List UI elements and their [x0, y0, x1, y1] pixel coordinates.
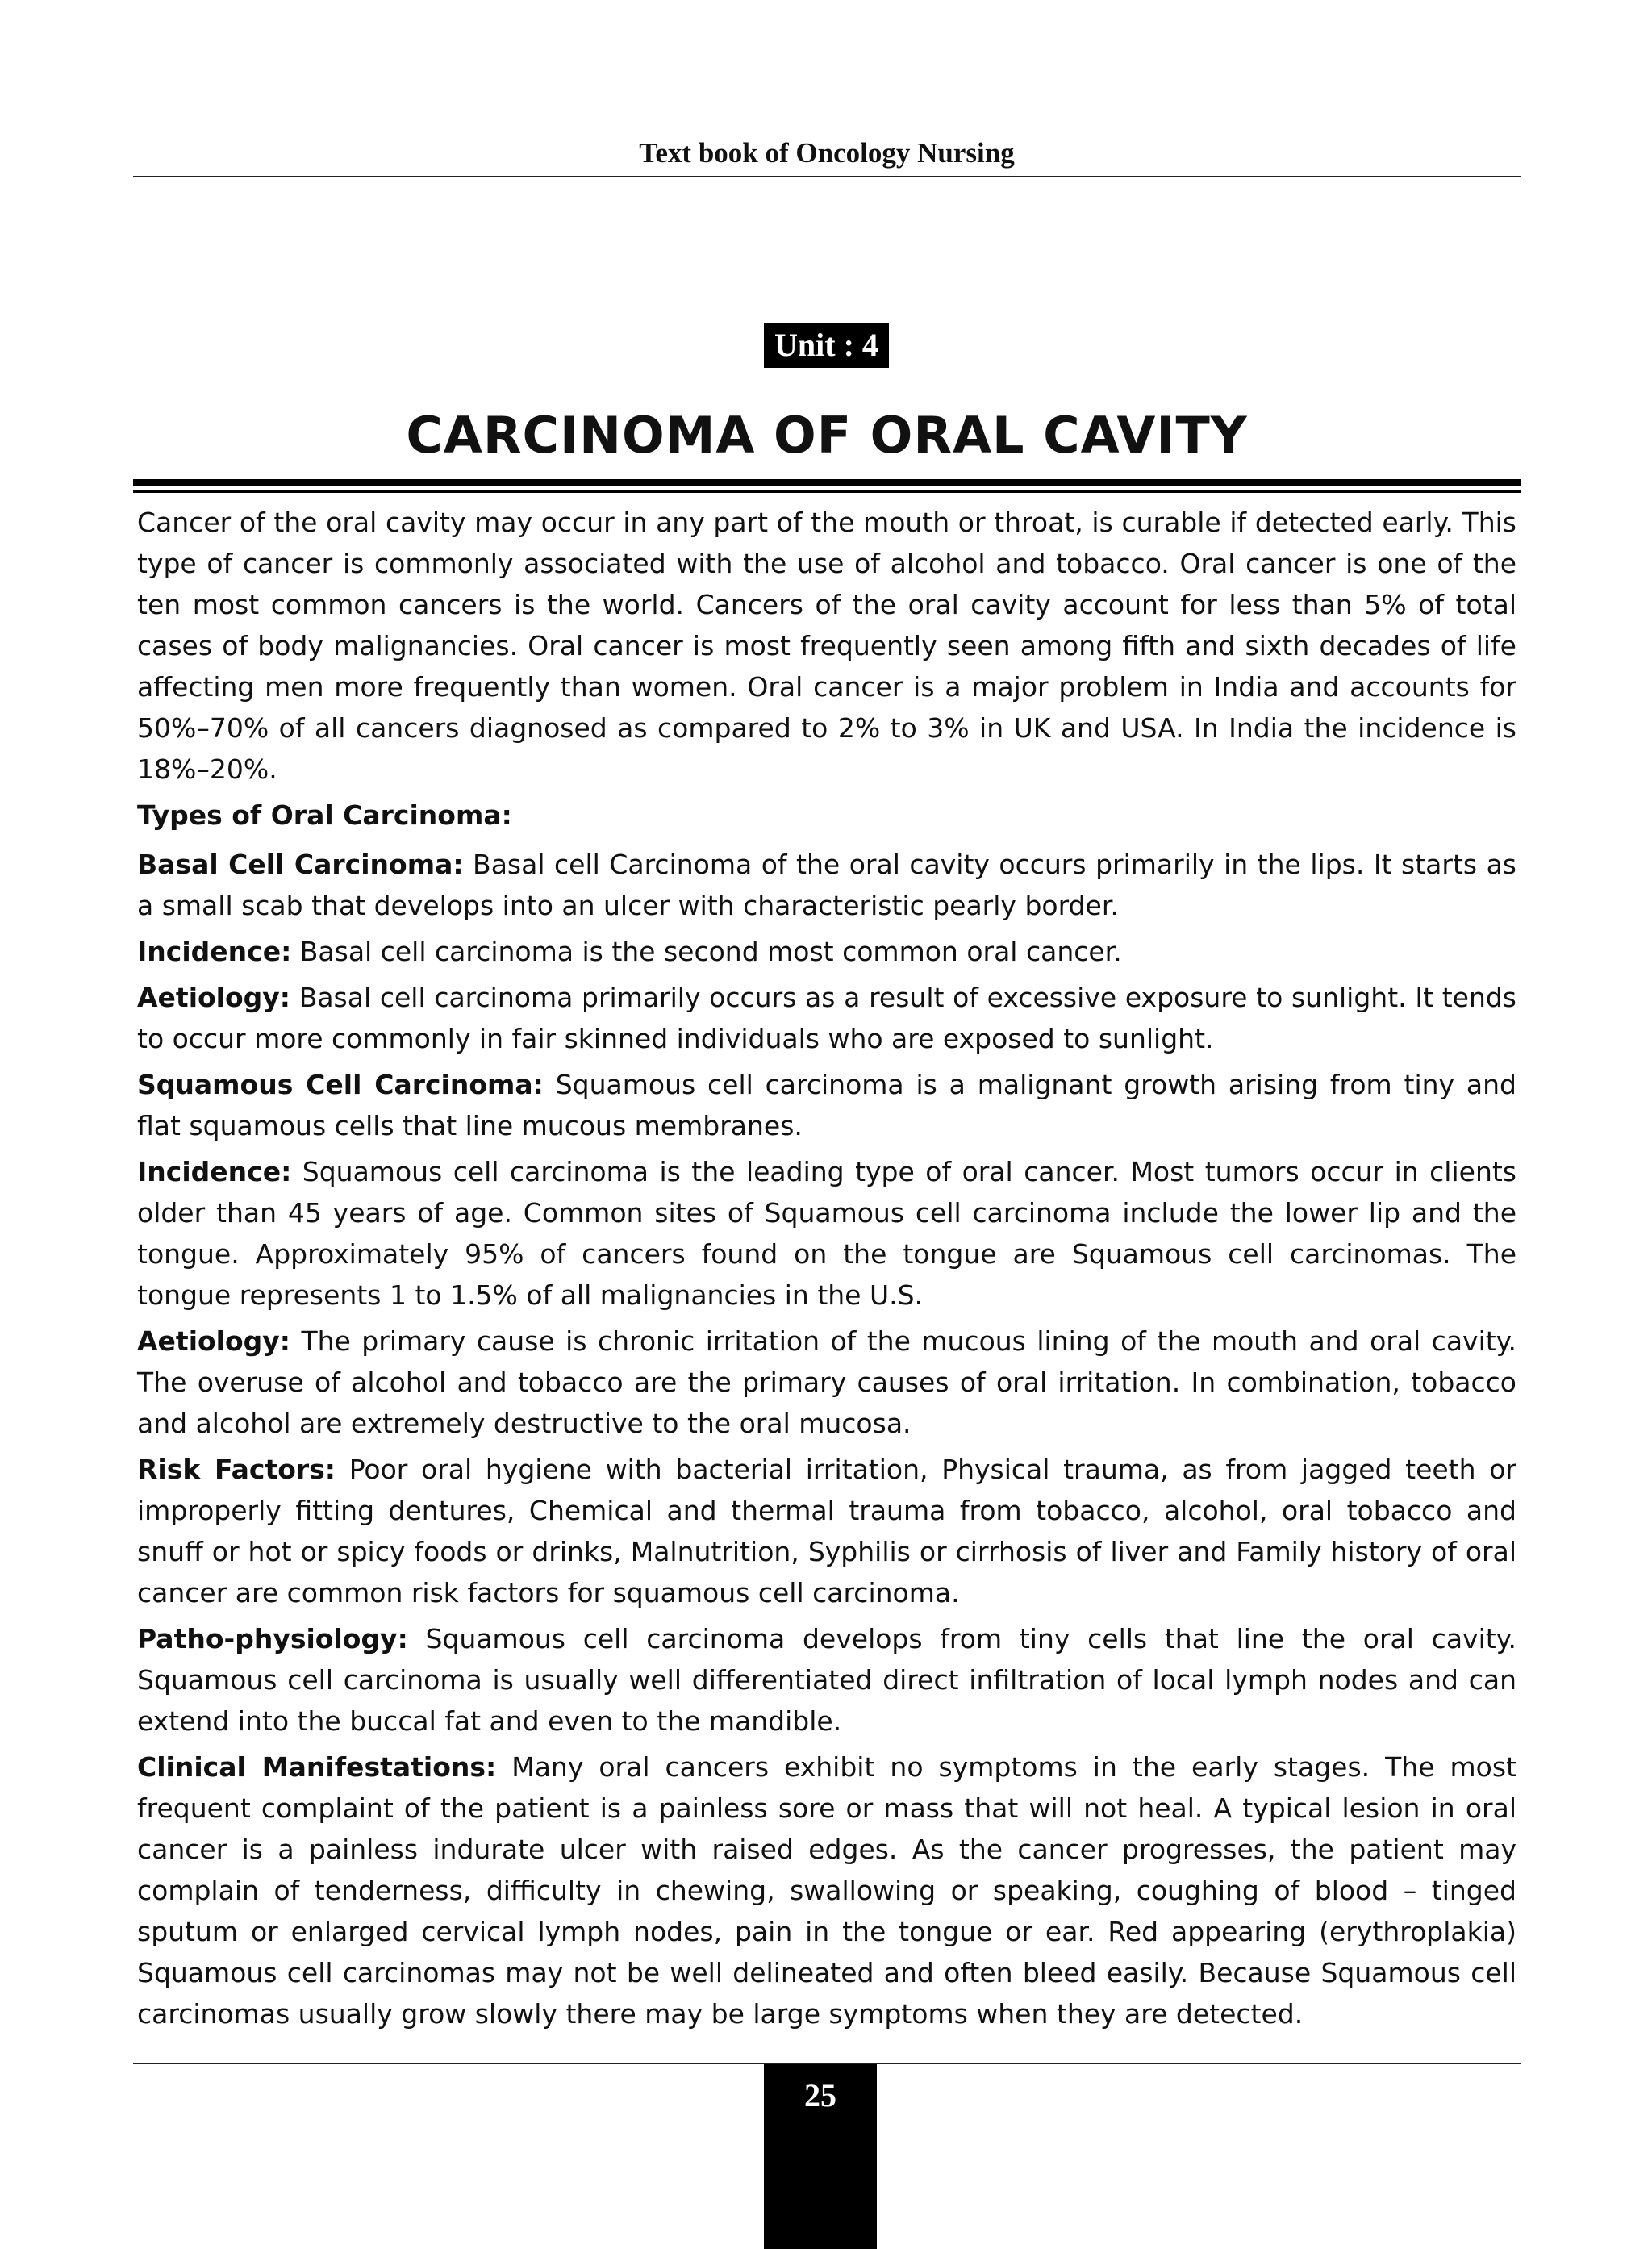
section-text: Squamous cell carcinoma is the leading type of oral cancer. Most tumors occur in clients older than 45 years of age. Common sites of Squamous cell carcinoma include the lower lip and the tongue. Approximately 95% of cancers found on the tongue are Squamous cell carcinomas. The tongue represents 1 to 1.5% of all malignancies in the U.S.: [137, 1156, 1516, 1311]
section-text: Basal cell carcinoma is the second most common oral cancer.: [291, 936, 1122, 967]
section-text: Squamous cell carcinoma is a malignant growth arising from tiny and flat squamous cells that line mucous membranes.: [137, 1069, 1516, 1141]
section-text: Basal cell carcinoma primarily occurs as a result of excessive exposure to sunlight. It tends to occur more commonly in fair skinned individuals who are exposed to sunlight.: [137, 982, 1516, 1054]
section-text: Basal cell Carcinoma of the oral cavity occurs primarily in the lips. It starts as a small scab that develops into an ulcer with characteristic pearly border.: [137, 849, 1516, 921]
section-text: The primary cause is chronic irritation of the mucous lining of the mouth and oral cavity. The overuse of alcohol and tobacco are the primary causes of oral irritation. In combination, tobacco and alcohol are extremely destructive to the oral mucosa.: [137, 1325, 1516, 1439]
chapter-title: CARCINOMA OF ORAL CAVITY: [406, 406, 1248, 465]
section-term: Aetiology:: [137, 1325, 290, 1357]
section-text: Poor oral hygiene with bacterial irritation, Physical trauma, as from jagged teeth or improperly fitting dentures, Chemical and thermal trauma from tobacco, alcohol, oral tobacco and snuff or hot or spicy foods or drinks, Malnutrition, Syphilis or cirrhosis of liver and Family history of oral cancer are common risk factors for squamous cell carcinoma.: [137, 1454, 1516, 1609]
section-term: Risk Factors:: [137, 1454, 336, 1485]
section-basal-cell-carcinoma: [137, 844, 1516, 926]
unit-badge: Unit : 4: [764, 323, 889, 368]
section-squamous-cell-carcinoma: [137, 1064, 1516, 1146]
section-text: Many oral cancers exhibit no symptoms in the early stages. The most frequent complaint of the patient is a painless sore or mass that will not heal. A typical lesion in oral cancer is a painless indurate ulcer with raised edges. As the cancer progresses, the patient may complain of tenderness, difficulty in chewing, swallowing or speaking, coughing of blood – tinged sputum or enlarged cervical lymph nodes, pain in the tongue or ear. Red appearing (erythroplakia) Squamous cell carcinomas may not be well delineated and often bleed easily. Because Squamous cell carcinomas usually grow slowly there may be large symptoms when they are detected.: [137, 1751, 1516, 2030]
header-rule: [133, 176, 1521, 177]
page-number-tab: [764, 2064, 877, 2249]
section-term: Basal Cell Carcinoma:: [137, 849, 464, 880]
body-content: [137, 502, 1516, 2039]
section-patho-physiology: [137, 1618, 1516, 1742]
title-rule-thick: [133, 479, 1521, 486]
section-term: Incidence:: [137, 936, 292, 967]
section-text: Squamous cell carcinoma develops from tiny cells that line the oral cavity. Squamous cell carcinoma is usually well differentiated direct infiltration of local lymph nodes and can extend into the buccal fat and even to the mandible.: [137, 1623, 1516, 1737]
section-term: Squamous Cell Carcinoma:: [137, 1069, 544, 1100]
page-number: 25: [804, 2077, 836, 2113]
types-heading: Types of Oral Carcinoma:: [137, 799, 512, 831]
section-basal-incidence: [137, 931, 1516, 972]
section-term: Clinical Manifestations:: [137, 1751, 497, 1783]
title-rule-thin: [133, 490, 1521, 493]
intro-paragraph: Cancer of the oral cavity may occur in any part of the mouth or throat, is curable if detected early. This type of cancer is commonly associated with the use of alcohol and tobacco. Oral cancer is one of the ten most common cancers is the world. Cancers of the oral cavity account for less than 5% of total cases of body malignancies. Oral cancer is most frequently seen among fifth and sixth decades of life affecting men more frequently than women. Oral cancer is a major problem in India and accounts for 50%–70% of all cancers diagnosed as compared to 2% to 3% in UK and USA. In India the incidence is 18%–20%.: [137, 507, 1516, 785]
section-squamous-incidence: [137, 1151, 1516, 1316]
section-risk-factors: [137, 1449, 1516, 1613]
running-header: Text book of Oncology Nursing: [639, 137, 1015, 169]
section-term: Aetiology:: [137, 982, 290, 1013]
section-term: Patho-physiology:: [137, 1623, 408, 1654]
section-term: Incidence:: [137, 1156, 292, 1187]
section-clinical-manifestations: [137, 1746, 1516, 2034]
section-basal-aetiology: [137, 977, 1516, 1059]
section-squamous-aetiology: [137, 1321, 1516, 1444]
